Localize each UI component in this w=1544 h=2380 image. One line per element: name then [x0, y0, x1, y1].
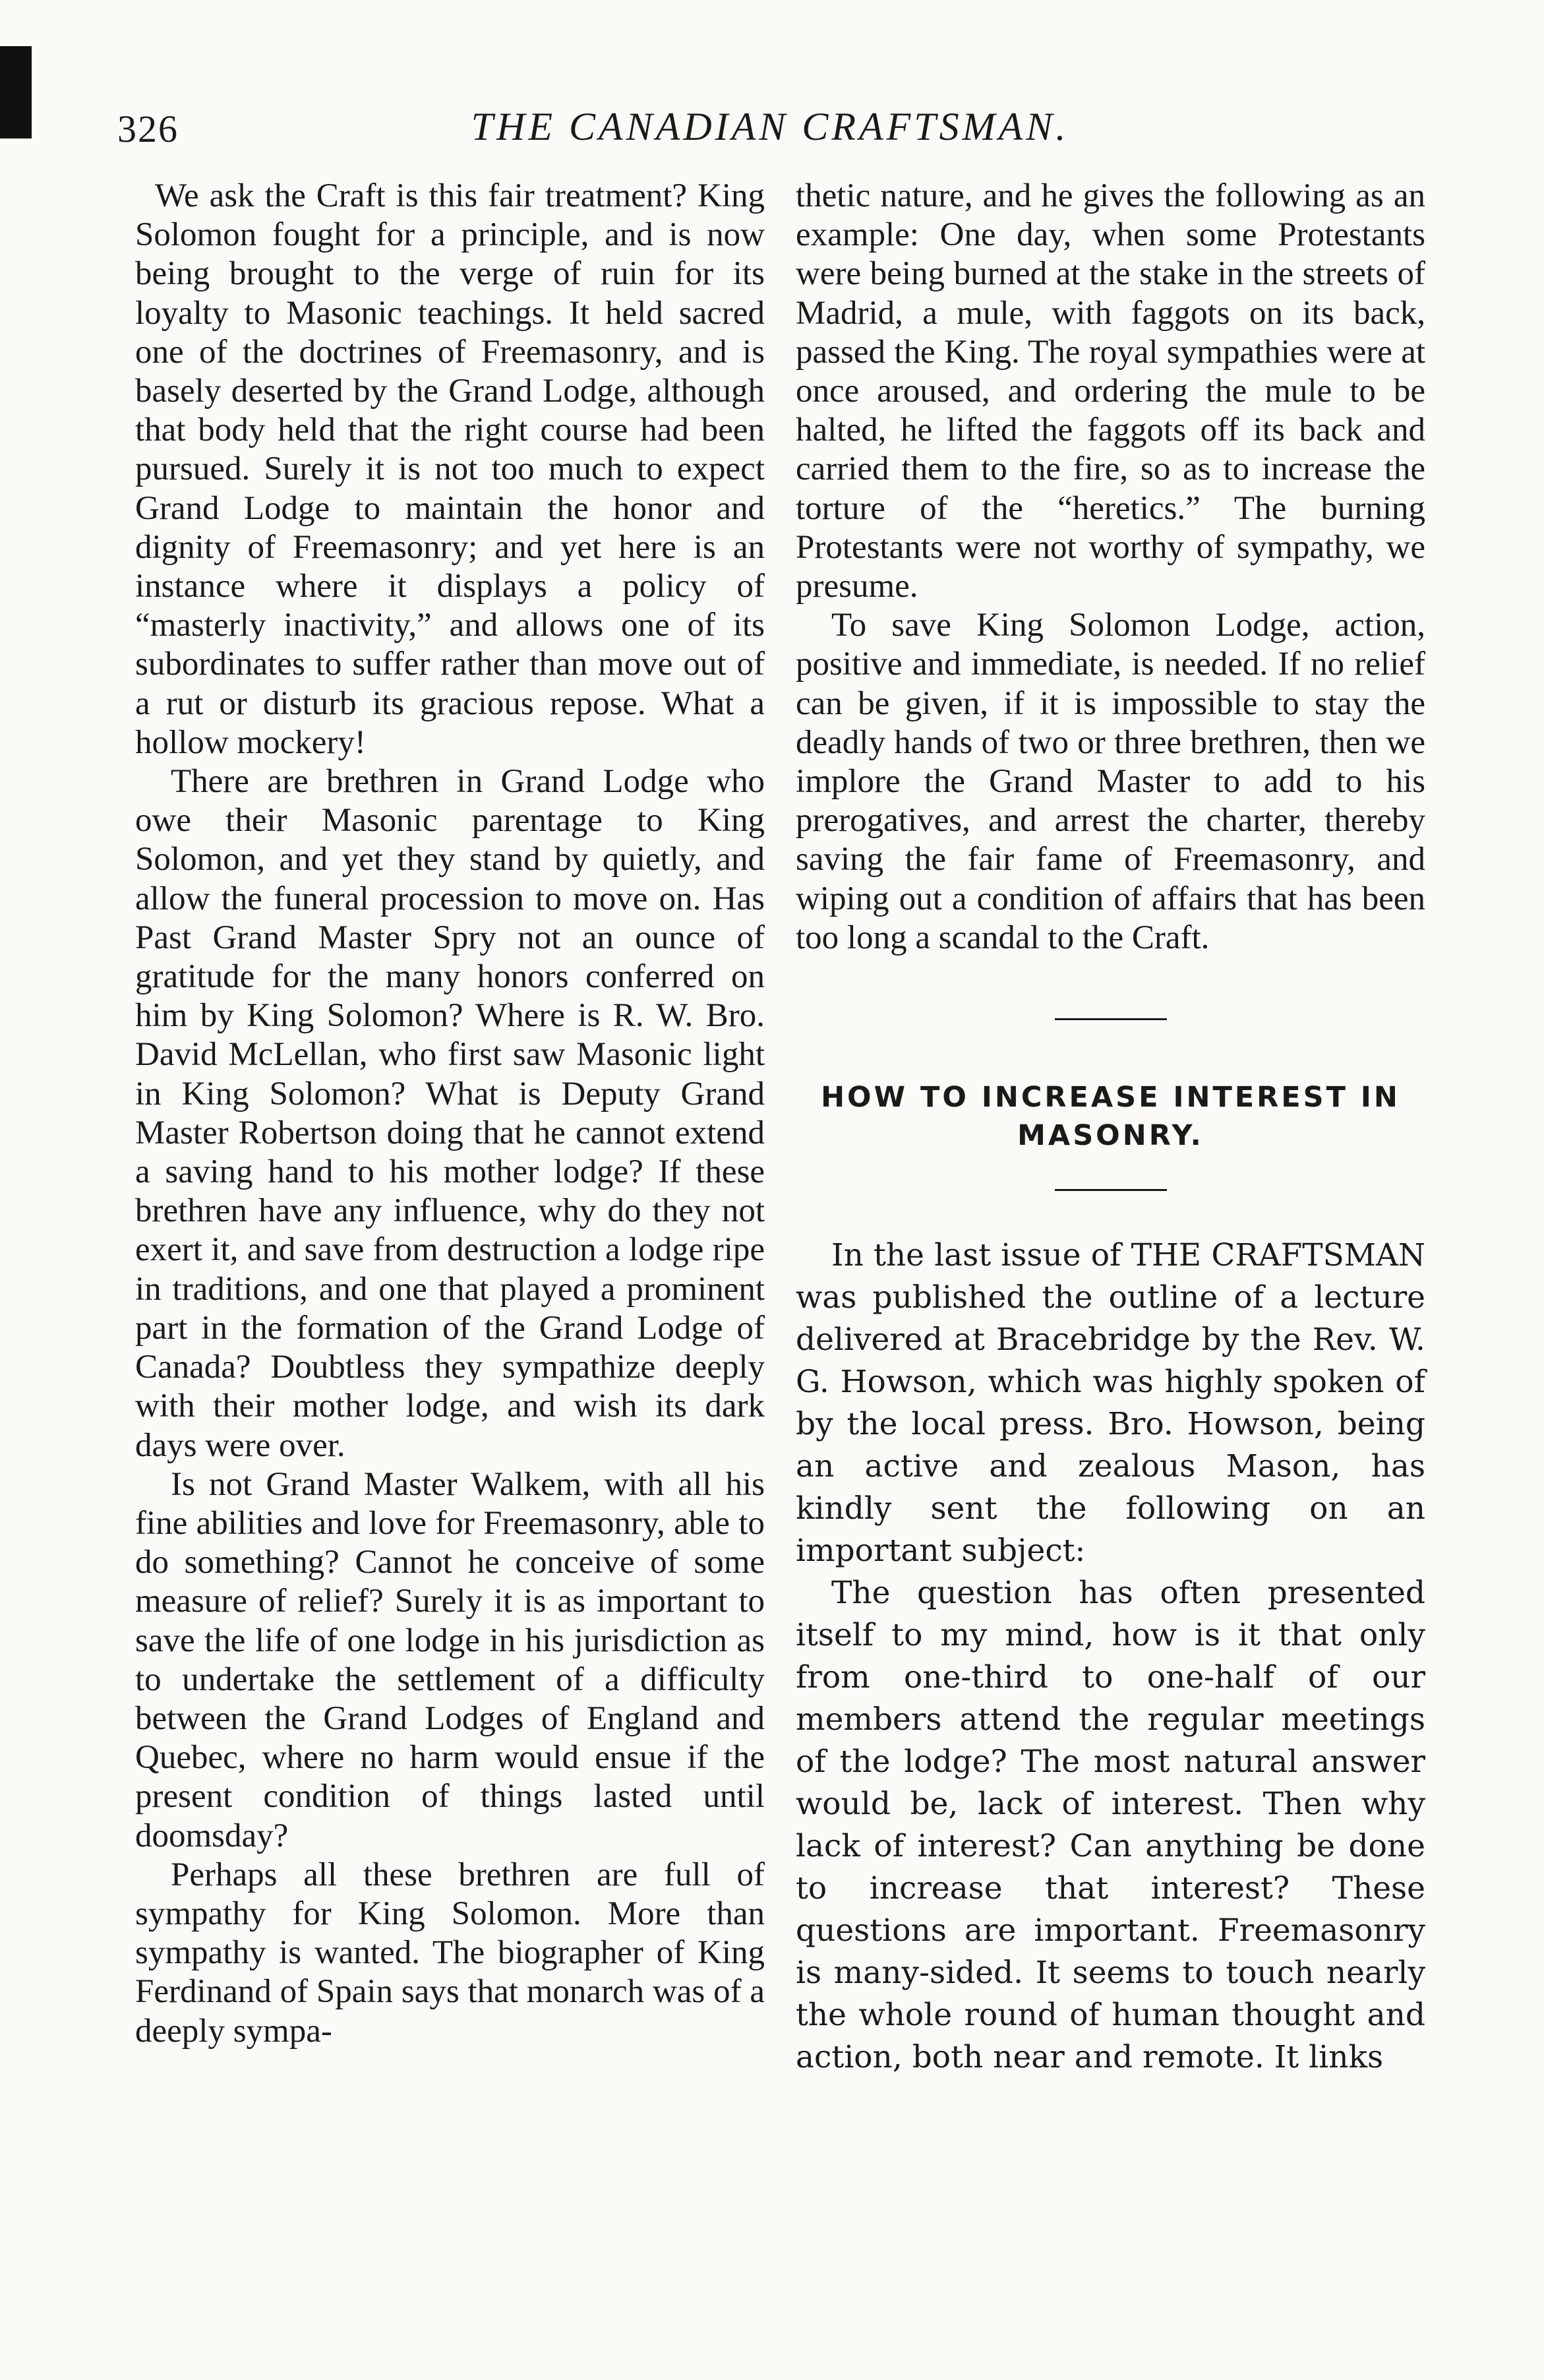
journal-title: THE CANADIAN CRAFTSMAN.: [471, 105, 1069, 148]
section-rule: [1055, 1018, 1167, 1020]
paragraph: Perhaps all these brethren are full of sympathy for King Solomon. More than sympathy is wanted. The biographer of King Ferdinand of Spain says that monarch was of a deeply sympa-: [135, 1856, 765, 2050]
article-paragraph: The question has often presented itself to my mind, how is it that only from one-third to one-half of our members attend the regular meetings of the lodge? The most natural answer would be, lack of interest. Then why lack of interest? Can anything be done to increase that interest? These questions are important. Freemasonry is many-sided. It seems to touch nearly the whole round of human thought and action, both near and remote. It links: [796, 1575, 1425, 2076]
left-column: [135, 177, 765, 2051]
paragraph: There are brethren in Grand Lodge who owe their Masonic parentage to King Solomon, and yet they stand by quietly, and allow the funeral procession to move on. Has Past Grand Master Spry not an ounce of gratitude for the many honors conferred on him by King Solomon? Where is R. W. Bro. David McLellan, who first saw Masonic light in King Solomon? What is Deputy Grand Master Robertson doing that he cannot extend a saving hand to his mother lodge? If these brethren have any influence, why do they not exert it, and save from destruction a lodge ripe in traditions, and one that played a prominent part in the formation of the Grand Lodge of Canada? Doubtless they sympathize deeply with their mother lodge, and wish its dark days were over.: [135, 763, 765, 1464]
heading-rule: [1055, 1189, 1167, 1191]
article-paragraph: In the last issue of THE CRAFTSMAN was published the outline of a lecture delivered at Bracebridge by the Rev. W. G. Howson, which was highly spoken of by the local press. Bro. Howson, being an active and zealous Mason, has kindly sent the following on an important subject:: [796, 1237, 1425, 1570]
right-column: [796, 177, 1425, 2079]
paragraph: To save King Solomon Lodge, action, positive and immediate, is needed. If no relief can be given, if it is impossible to stay the deadly hands of two or three brethren, then we implore the Grand Master to add to his prerogatives, and arrest the charter, thereby saving the fair fame of Freemasonry, and wiping out a condition of affairs that has been too long a scandal to the Craft.: [796, 607, 1425, 956]
binding-edge: [0, 46, 32, 138]
paragraph: Is not Grand Master Walkem, with all his fine abilities and love for Freemasonry, able to do something? Cannot he conceive of some measure of relief? Surely it is as important to save the life of one lodge in his jurisdiction as to undertake the settlement of a difficulty between the Grand Lodges of England and Quebec, where no harm would ensue if the present condition of things lasted until doomsday?: [135, 1465, 765, 1854]
page-number: 326: [117, 107, 179, 150]
running-head: [117, 99, 1423, 158]
section-heading: HOW TO INCREASE INTEREST IN MASONRY.: [821, 1081, 1400, 1153]
paragraph: thetic nature, and he gives the following as an example: One day, when some Protestants were being burned at the stake in the streets of Madrid, a mule, with faggots on its back, passed the King. The royal sympathies were at once aroused, and ordering the mule to be halted, he lifted the faggots off its back and carried them to the fire, so as to increase the torture of the “heretics.” The burning Protestants were not worthy of sympathy, we presume.: [796, 177, 1425, 605]
paragraph: We ask the Craft is this fair treatment? King Solomon fought for a principle, and is now being brought to the verge of ruin for its loyalty to Masonic teachings. It held sacred one of the doctrines of Freemasonry, and is basely deserted by the Grand Lodge, although that body held that the right course had been pursued. Surely it is not too much to expect Grand Lodge to maintain the honor and dignity of Freemasonry; and yet here is an instance where it displays a policy of “masterly inactivity,” and allows one of its subordinates to suffer rather than move out of a rut or disturb its gracious repose. What a hollow mockery!: [135, 177, 765, 761]
